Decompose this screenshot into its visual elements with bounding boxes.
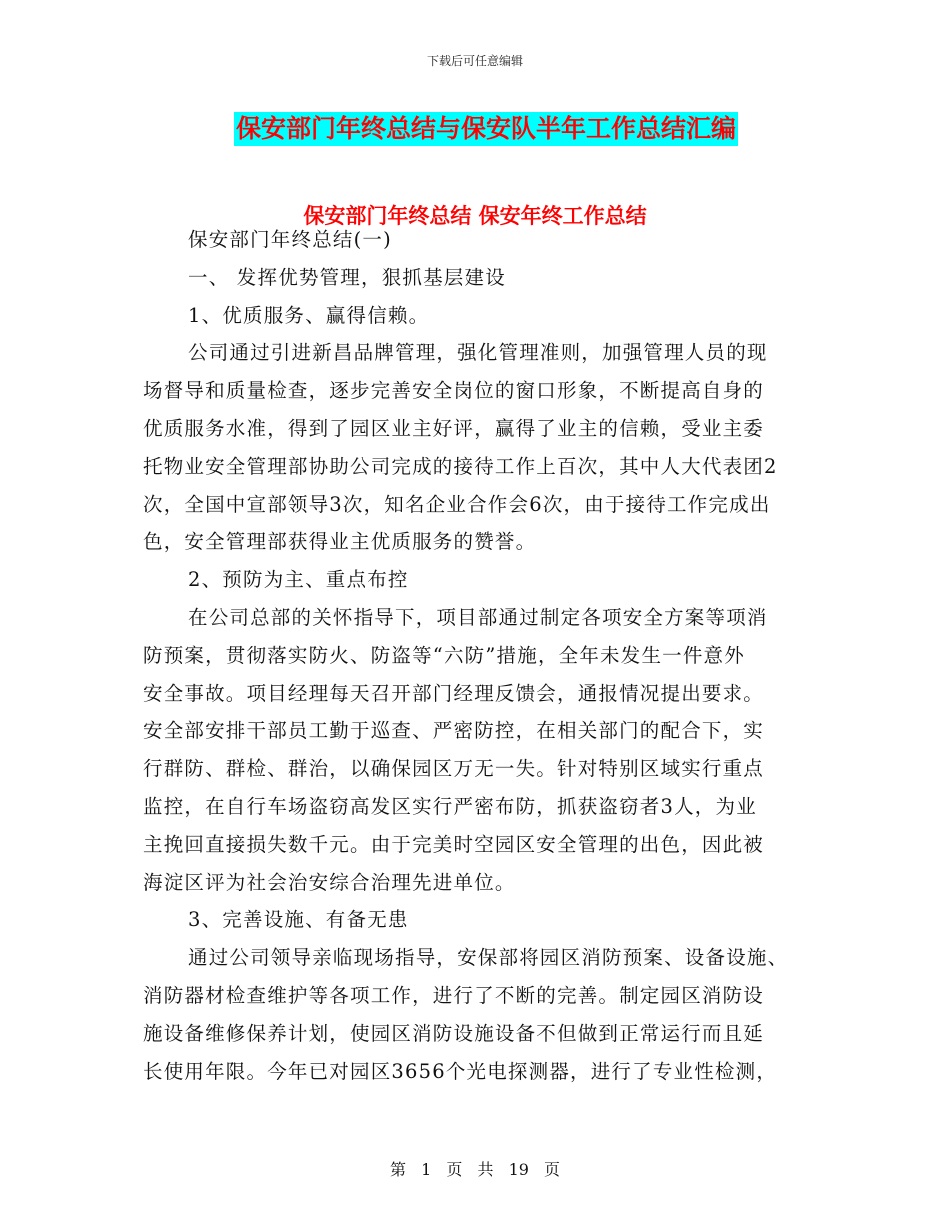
paragraph-line: 监控，在自行车场盗窃高发区实行严密布防，抓获盗窃者3人，为业 bbox=[143, 794, 757, 818]
paragraph-line: 安全部安排干部员工勤于巡查、严密防控，在相关部门的配合下，实 bbox=[143, 719, 765, 743]
paragraph-line: 优质服务水准，得到了园区业主好评，赢得了业主的信赖，受业主委 bbox=[143, 416, 765, 440]
section-title: 保安部门年终总结 保安年终工作总结 bbox=[303, 204, 647, 228]
paragraph-line: 托物业安全管理部协助公司完成的接待工作上百次，其中人大代表团2 bbox=[143, 454, 778, 478]
paragraph-line: 防预案，贯彻落实防火、防盗等“六防”措施，全年未发生一件意外 bbox=[143, 643, 745, 667]
paragraph-line: 色，安全管理部获得业主优质服务的赞誉。 bbox=[143, 530, 537, 554]
document-title: 保安部门年终总结与保安队半年工作总结汇编 bbox=[234, 112, 738, 146]
footer-total-unit: 页 bbox=[544, 1160, 561, 1179]
paragraph-line: 行群防、群检、群治，以确保园区万无一失。针对特别区域实行重点 bbox=[143, 757, 765, 781]
footer-total-prefix: 共 bbox=[477, 1160, 494, 1179]
paragraph-line: 长使用年限。今年已对园区3656个光电探测器，进行了专业性检测， bbox=[143, 1059, 778, 1083]
footer-prefix: 第 bbox=[389, 1160, 406, 1179]
paragraph-line: 消防器材检查维护等各项工作，进行了不断的完善。制定园区消防设 bbox=[143, 983, 765, 1007]
footer-page-unit: 页 bbox=[446, 1160, 463, 1179]
paragraph-line: 保安部门年终总结(一) bbox=[188, 228, 392, 251]
paragraph-line: 施设备维修保养计划，使园区消防设施设备不但做到正常运行而且延 bbox=[143, 1021, 765, 1045]
paragraph-line: 安全事故。项目经理每天召开部门经理反馈会，通报情况提出要求。 bbox=[143, 681, 765, 705]
paragraph-line: 次，全国中宣部领导3次，知名企业合作会6次，由于接待工作完成出 bbox=[143, 492, 771, 516]
paragraph-line: 场督导和质量检查，逐步完善安全岗位的窗口形象，不断提高自身的 bbox=[143, 379, 765, 403]
paragraph-line: 3、完善设施、有备无患 bbox=[188, 908, 409, 932]
paragraph-line: 通过公司领导亲临现场指导，安保部将园区消防预案、设备设施、 bbox=[188, 946, 789, 970]
header-note: 下载后可任意编辑 bbox=[426, 54, 523, 68]
paragraph-line: 2、预防为主、重点布控 bbox=[188, 568, 409, 592]
total-pages: 19 bbox=[508, 1160, 529, 1179]
paragraph-line: 一、 发挥优势管理，狠抓基层建设 bbox=[188, 265, 506, 289]
page-footer bbox=[0, 1157, 950, 1180]
paragraph-line: 主挽回直接损失数千元。由于完美时空园区安全管理的出色，因此被 bbox=[143, 832, 765, 856]
document-body bbox=[143, 221, 811, 1090]
paragraph-line: 1、优质服务、赢得信赖。 bbox=[188, 303, 430, 327]
paragraph-line: 在公司总部的关怀指导下，项目部通过制定各项安全方案等项消 bbox=[188, 605, 768, 629]
page-number: 1 bbox=[421, 1160, 432, 1179]
paragraph-line: 海淀区评为社会治安综合治理先进单位。 bbox=[143, 870, 516, 894]
paragraph-line: 公司通过引进新昌品牌管理，强化管理准则，加强管理人员的现 bbox=[188, 341, 768, 365]
